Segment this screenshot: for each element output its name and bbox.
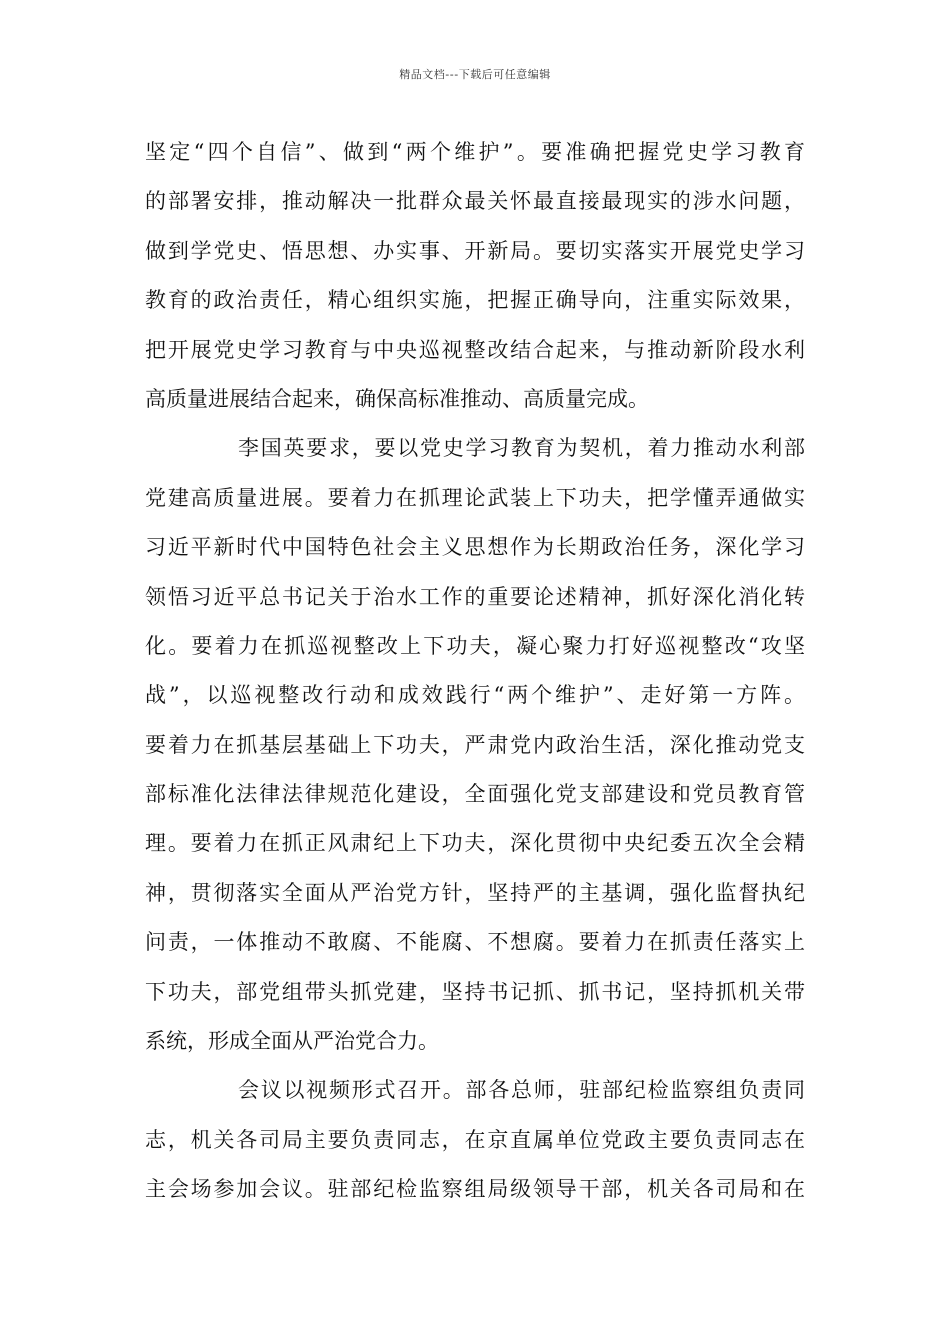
text-line: 领悟习近平总书记关于治水工作的重要论述精神，抓好深化消化转 <box>145 584 805 609</box>
text-line: 下功夫，部党组带头抓党建，坚持书记抓、抓书记，坚持抓机关带 <box>145 979 805 1004</box>
text-line: 习近平新时代中国特色社会主义思想作为长期政治任务，深化学习 <box>145 535 805 560</box>
text-line: 高质量进展结合起来，确保高标准推动、高质量完成。 <box>145 386 649 411</box>
text-line: 的部署安排，推动解决一批群众最关怀最直接最现实的涉水问题， <box>145 189 805 214</box>
page-header: 精品文档---下载后可任意编辑 <box>399 68 551 81</box>
document-body <box>145 128 805 1215</box>
text-line: 教育的政治责任，精心组织实施，把握正确导向，注重实际效果， <box>145 288 805 313</box>
text-line: 党建高质量进展。要着力在抓理论武装上下功夫，把学懂弄通做实 <box>145 485 805 510</box>
text-line: 化。要着力在抓巡视整改上下功夫，凝心聚力打好巡视整改“攻坚 <box>145 633 805 658</box>
text-line: 神，贯彻落实全面从严治党方针，坚持严的主基调，强化监督执纪 <box>145 880 805 905</box>
paragraph-first-line: 李国英要求，要以党史学习教育为契机，着力推动水利部 <box>238 436 805 461</box>
text-line: 系统，形成全面从严治党合力。 <box>145 1029 439 1054</box>
paragraph-first-line: 会议以视频形式召开。部各总师，驻部纪检监察组负责同 <box>238 1078 805 1103</box>
text-line: 把开展党史学习教育与中央巡视整改结合起来，与推动新阶段水利 <box>145 337 805 362</box>
text-line: 要着力在抓基层基础上下功夫，严肃党内政治生活，深化推动党支 <box>145 732 805 757</box>
text-line: 坚定“四个自信”、做到“两个维护”。要准确把握党史学习教育 <box>145 140 805 164</box>
text-line: 理。要着力在抓正风肃纪上下功夫，深化贯彻中央纪委五次全会精 <box>145 831 805 856</box>
text-line: 志，机关各司局主要负责同志，在京直属单位党政主要负责同志在 <box>145 1127 805 1152</box>
text-line: 做到学党史、悟思想、办实事、开新局。要切实落实开展党史学习 <box>145 238 805 263</box>
text-line: 问责，一体推动不敢腐、不能腐、不想腐。要着力在抓责任落实上 <box>145 930 805 955</box>
text-line: 部标准化法律法律规范化建设，全面强化党支部建设和党员教育管 <box>145 782 805 807</box>
text-line: 战”，以巡视整改行动和成效践行“两个维护”、走好第一方阵。 <box>145 683 805 708</box>
text-line: 主会场参加会议。驻部纪检监察组局级领导干部，机关各司局和在 <box>145 1177 805 1202</box>
